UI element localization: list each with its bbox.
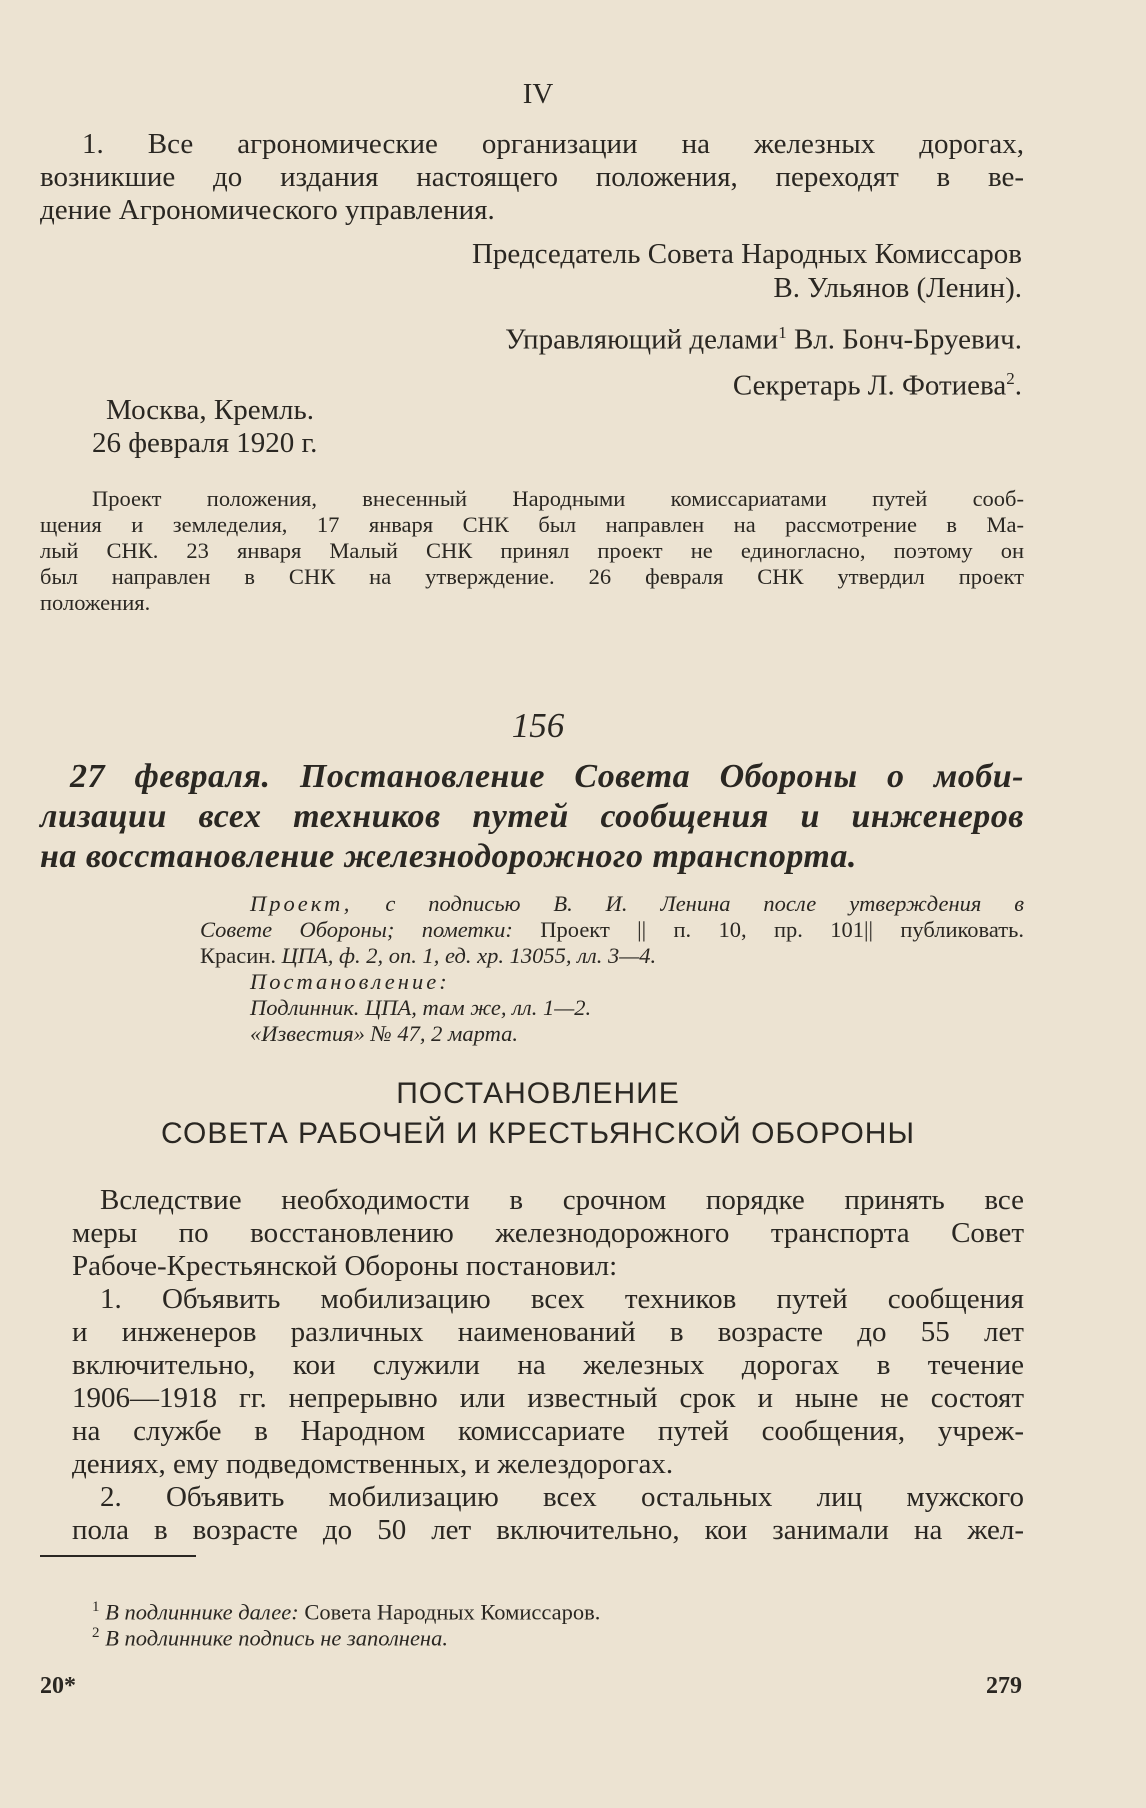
- footnote-separator: [40, 1555, 196, 1557]
- manager-signature: [505, 316, 1022, 357]
- note-line-1: Проект положения, внесенный Народными комиссариатами путей сооб-: [92, 486, 1024, 511]
- footnote-1-text: Совета Народных Комиссаров.: [304, 1599, 601, 1625]
- body-line-6: включительно, кои служили на железных дорогах в течение: [72, 1349, 1024, 1381]
- page-number: 279: [986, 1673, 1022, 1699]
- source-marks-label: Совете Обороны; пометки:: [200, 917, 513, 942]
- manager-name: Вл. Бонч-Бруевич.: [793, 323, 1022, 356]
- note-line-5: положения.: [40, 590, 151, 615]
- doc-heading-line-3: на восстановление железнодорожного транспорта.: [40, 838, 857, 875]
- footnote-ref-1: 1: [778, 323, 787, 342]
- para-1-line-2: возникшие до издания настоящего положения, переходят в ве-: [40, 161, 1024, 193]
- note-line-2: щения и земледелия, 17 января СНК был направлен на рассмотрение в Ма-: [40, 512, 1024, 537]
- date: 26 февраля 1920 г.: [92, 427, 318, 459]
- source-line-3: [200, 943, 656, 969]
- body-line-9: дениях, ему подведомственных, и желездорогах.: [72, 1448, 674, 1480]
- chair-name: В. Ульянов (Ленин).: [773, 272, 1022, 304]
- footnote-2-number: 2: [92, 1625, 100, 1641]
- doc-heading-line-1: 27 февраля. Постановление Совета Обороны о моби-: [70, 758, 1024, 795]
- source-line-4: Постановление:: [250, 969, 450, 994]
- body-line-3: Рабоче-Крестьянской Обороны постановил:: [72, 1250, 618, 1282]
- secretary-signature: [733, 362, 1022, 403]
- footnote-2-italic: В подлиннике подпись не заполнена.: [105, 1625, 448, 1651]
- source-draft-label: Проект,: [250, 891, 353, 916]
- footnote-1-italic: В подлиннике далее:: [105, 1599, 299, 1625]
- para-1-line-3: дение Агрономического управления.: [40, 194, 495, 226]
- signature-mark: 20*: [40, 1673, 76, 1699]
- manager-label: Управляющий делами: [505, 323, 779, 356]
- secretary-end: .: [1014, 369, 1022, 402]
- source-line-5: Подлинник. ЦПА, там же, лл. 1—2.: [250, 995, 592, 1020]
- footnote-ref-2: 2: [1006, 369, 1015, 388]
- body-line-8: на службе в Народном комиссариате путей сообщения, учреж-: [72, 1415, 1024, 1447]
- body-line-1: Вследствие необходимости в срочном порядке принять все: [100, 1184, 1024, 1216]
- footnote-1-number: 1: [92, 1599, 100, 1615]
- para-1-line-1: 1. Все агрономические организации на железных дорогах,: [82, 128, 1024, 160]
- source-draft-desc: с подписью В. И. Ленина после утверждения в: [385, 891, 1025, 916]
- source-archive-ref: ЦПА, ф. 2, оп. 1, ед. хр. 13055, лл. 3—4.: [281, 943, 657, 968]
- decree-title-line-1: ПОСТАНОВЛЕНИЕ: [396, 1077, 680, 1110]
- footnote-2: [92, 1620, 448, 1652]
- source-signer: Красин.: [200, 943, 276, 968]
- doc-heading-line-2: лизации всех техников путей сообщения и инженеров: [40, 798, 1024, 835]
- body-line-10: 2. Объявить мобилизацию всех остальных лиц мужского: [100, 1481, 1024, 1513]
- decree-title-line-2: СОВЕТА РАБОЧЕЙ И КРЕСТЬЯНСКОЙ ОБОРОНЫ: [161, 1117, 915, 1150]
- body-line-4: 1. Объявить мобилизацию всех техников путей сообщения: [100, 1283, 1024, 1315]
- body-line-7: 1906—1918 гг. непрерывно или известный срок и ныне не состоят: [72, 1382, 1024, 1414]
- source-line-1: [250, 891, 1024, 917]
- place: Москва, Кремль.: [106, 394, 314, 426]
- body-line-11: пола в возрасте до 50 лет включительно, кои занимали на жел-: [72, 1514, 1024, 1546]
- body-line-2: меры по восстановлению железнодорожного транспорта Совет: [72, 1217, 1024, 1249]
- note-line-3: лый СНК. 23 января Малый СНК принял проект не единогласно, поэтому он: [40, 538, 1024, 563]
- chair-title: Председатель Совета Народных Комиссаров: [471, 238, 1022, 270]
- source-line-2: [200, 917, 1024, 943]
- source-line-6: «Известия» № 47, 2 марта.: [250, 1021, 518, 1046]
- body-line-5: и инженеров различных наименований в возрасте до 55 лет: [72, 1316, 1024, 1348]
- note-line-4: был направлен в СНК на утверждение. 26 февраля СНК утвердил проект: [40, 564, 1024, 589]
- document-number: 156: [511, 706, 565, 745]
- section-roman-numeral: IV: [522, 78, 554, 110]
- secretary-label: Секретарь Л. Фотиева: [732, 369, 1007, 402]
- source-marks-text: Проект || п. 10, пр. 101|| публиковать.: [540, 917, 1025, 942]
